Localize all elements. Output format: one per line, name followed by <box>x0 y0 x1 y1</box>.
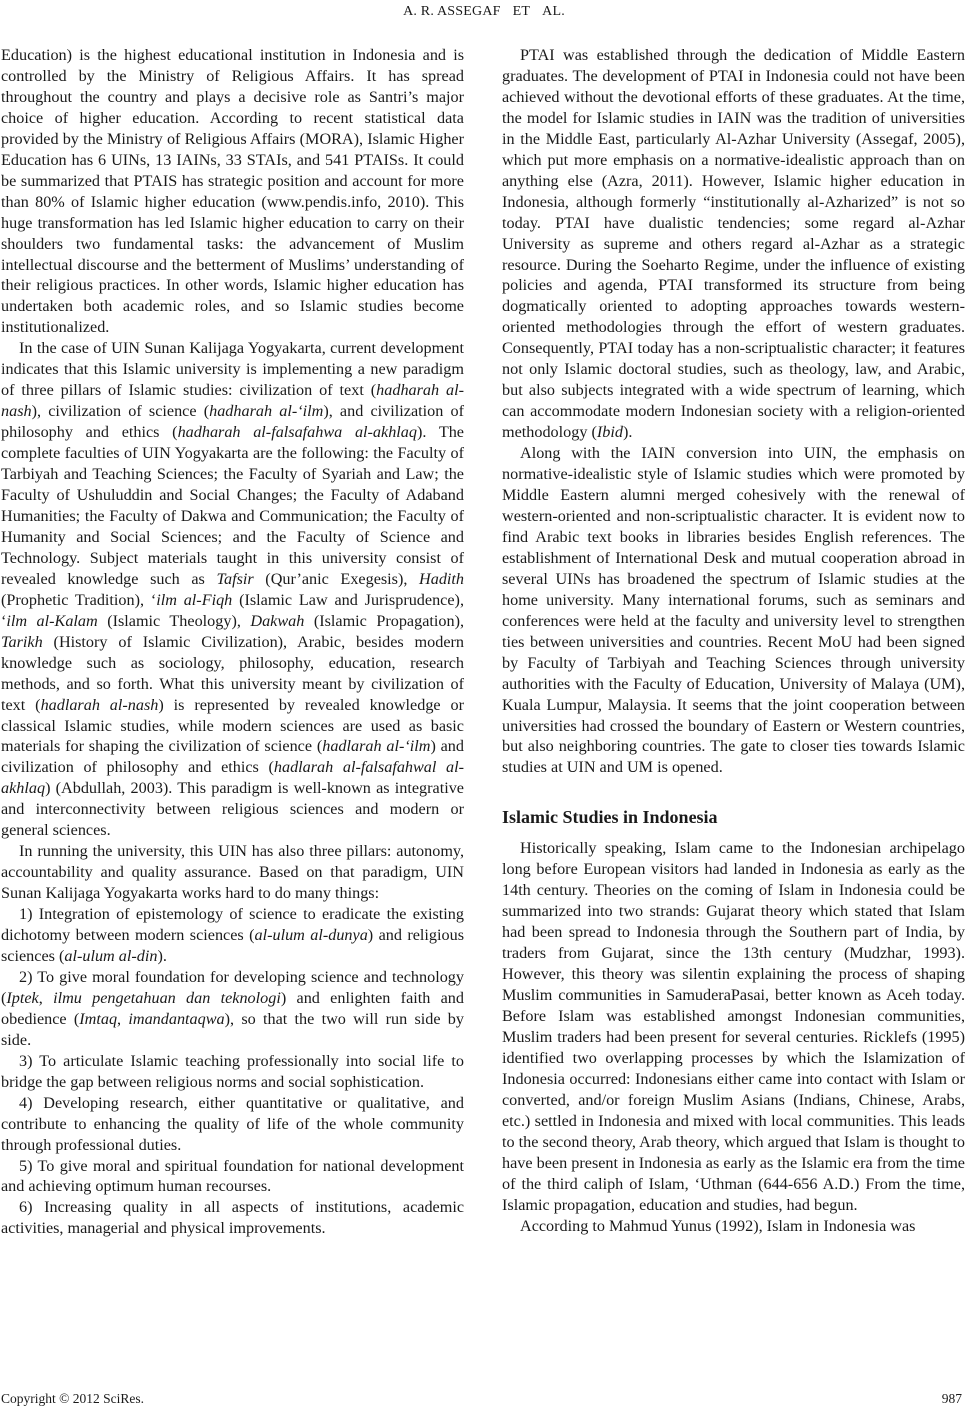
italic-term: Hadith <box>419 569 465 588</box>
text-run: Historically speaking, Islam came to the Indonesian archipelago long before European visitors had landed in Indonesia as early as the 14th century. Theories on the coming of Islam in Indonesia could be summarized into two strands: Gujarat theory which stated that Islam had been spread to Indonesia through the Southern part of India, by traders from Gujarat, since the 13th century (Mudzhar, 1993). However, this theory was silentin explaining the process of shaping Muslim communities in SamuderaPasai, better known as Aceh today. Before Islam was established amongst Indonesian communities, Muslim traders had been present for several centuries. Ricklefs (1995) identified two overlapping processes by which the Islamization of Indonesia occurred: Indonesians either came into contact with Islam or converted, and/or foreign Muslim Asians (Indians, Chinese, Arabs, etc.) settled in Indonesia and mixed with local communities. This leads to the second theory, Arab theory, which argued that Islam is thought to have been present in Indonesia as early as the Islamic era from the time of the third caliph of Islam, ‘Uthman (644-656 A.D.) From the time, Islamic propagation, education and studies, had begun. <box>502 839 965 1214</box>
text-run: ) and religious sciences ( <box>1 926 464 965</box>
text-run: ). <box>157 946 167 965</box>
italic-term: Ibid <box>596 423 623 442</box>
body-paragraph <box>1 338 464 841</box>
body-paragraph <box>502 1216 965 1237</box>
italic-term: Tafsir <box>216 569 254 588</box>
right-column <box>502 45 965 1236</box>
left-column <box>1 45 464 1239</box>
running-head-et: ET <box>512 4 531 19</box>
italic-term: hadlarah al-nash <box>40 695 159 714</box>
italic-term: al-ulum al-din <box>64 946 158 965</box>
text-run: ) and civilization of philosophy and ethics ( <box>1 737 464 777</box>
italic-term: hadharah al-nash <box>1 381 465 421</box>
text-run: Along with the IAIN conversion into UIN, the emphasis on normative-idealistic style of Islamic studies which were promoted by Middle Eastern alumni merged cohesively with the renewal of western-oriented and non-scriptualistic character. It is evident now to find Arabic text books in libraries besides English references. The establishment of International Desk and mutual cooperation abroad in several UINs has broadened the spectrum of Islamic studies at the home university. Many international forums, such as seminars and conferences were held at the faculty and university level to strengthen ties between universities and countries. Recent MoU had been signed by Faculty of Tarbiyah and Teaching Sciences through university authorities with the Faculty of Education, University of Malaya (UM), Kuala Lumpur, Malaysia. It seems that the joint cooperation between universities had crossed the boundary of Eastern or Western countries, but also neighboring countries. The gate to closer ties towards Islamic studies at UIN and UM is opened. <box>502 444 965 777</box>
text-run: 1) Integration of epistemology of science to eradicate the existing dichotomy between modern sciences ( <box>1 905 464 945</box>
italic-term: ilm al-Kalam <box>6 611 98 630</box>
italic-term: hadharah al-falsafahwa al-akhlaq <box>177 423 417 442</box>
body-paragraph <box>1 45 464 338</box>
running-head-authors: A. R. ASSEGAF <box>403 4 501 19</box>
text-run: (Islamic Theology), <box>97 611 251 630</box>
body-paragraph <box>502 45 965 443</box>
body-paragraph <box>1 967 464 1051</box>
body-paragraph <box>1 1156 464 1198</box>
italic-term: Imtaq <box>79 1009 118 1028</box>
copyright-notice: Copyright © 2012 SciRes. <box>1 1391 145 1406</box>
text-run: (Prophetic Tradition), ‘ <box>1 590 157 609</box>
text-run: (Qur’anic Exegesis), <box>253 569 420 588</box>
text-run: (Islamic Propagation), <box>304 611 465 630</box>
text-run: ), so that the two will run side by side. <box>1 1009 464 1049</box>
italic-term: ilm al-Fiqh <box>156 590 233 609</box>
body-paragraph <box>1 1051 464 1093</box>
text-run: ). The complete faculties of UIN Yogyakarta are the following: the Faculty of Tarbiyah and Teaching Sciences; the Faculty of Syariah and Law; the Faculty of Ushuluddin and Social Changes; the Faculty of Adaband Humanities; the Faculty of Dakwa and Communication; the Faculty of Humanity and Social Sciences; and the Faculty of Science and Technology. Subject materials taught in this university consist of revealed knowledge such as <box>1 423 464 588</box>
body-paragraph <box>502 443 965 778</box>
running-head-al: AL. <box>542 4 565 19</box>
text-run: 2) To give moral foundation for developing science and technology ( <box>1 967 464 1007</box>
body-paragraph <box>502 838 965 1215</box>
italic-term: al-ulum al-dunya <box>254 926 368 945</box>
body-paragraph <box>1 1093 464 1156</box>
italic-term: Dakwah <box>250 611 305 630</box>
text-run: , <box>38 988 54 1007</box>
text-run: 4) Developing research, either quantitative or qualitative, and contribute to enhancing the quality of life of the whole community through professional duties. <box>1 1093 464 1154</box>
italic-term: Tarikh <box>1 632 43 651</box>
text-run: ) and enlighten faith and obedience ( <box>1 988 464 1028</box>
text-run: 5) To give moral and spiritual foundation for national development and achieving optimum human recourses. <box>1 1156 464 1196</box>
text-run: ), and civilization of philosophy and ethics ( <box>1 402 464 442</box>
italic-term: imandantaqwa <box>128 1009 225 1028</box>
italic-term: ilmu pengetahuan dan teknologi <box>53 988 281 1007</box>
section-heading: Islamic Studies in Indonesia <box>502 807 718 828</box>
page-number: 987 <box>941 1391 962 1406</box>
text-run: (Islamic Law and Jurisprudence), ‘ <box>1 590 464 630</box>
text-run: In the case of UIN Sunan Kalijaga Yogyakarta, current development indicates that this Islamic university is implementing a new paradigm of three pillars of Islamic studies: civilization of text ( <box>1 339 464 400</box>
text-run: ), civilization of science ( <box>31 402 210 421</box>
text-run: Education) is the highest educational institution in Indonesia and is controlled by the Ministry of Religious Affairs. It has spread throughout the country and plays a decisive role as Santri’s major choice of higher education. According to recent statistical data provided by the Ministry of Religious Affairs (MORA), Islamic Higher Education has 6 UINs, 13 IAINs, 33 STAIs, and 541 PTAISs. It could be summarized that PTAIS has strategic position and account for more than 80% of Islamic higher education (www.pendis.info, 2010). This huge transformation has led Islamic higher education to carry on their shoulders two fundamental tasks: the advancement of Muslim intellectual discourse and the betterment of Muslims’ understanding of their religious practices. In other words, Islamic higher education has undertaken both academic roles, and so Islamic studies become institutionalized. <box>1 46 464 337</box>
text-run: PTAI was established through the dedication of Middle Eastern graduates. The development of PTAI in Indonesia could not have been achieved without the devotional efforts of these graduates. At the time, the model for Islamic studies in IAIN was the tradition of universities in the Middle East, particularly Al-Azhar University (Assegaf, 2005), which put more emphasis on a normative-idealistic approach than on anything else (Azra, 2011). However, Islamic higher education in Indonesia, although formerly “institutionally al-Azharized” is not so today. PTAI have dualistic tendencies; some regard al-Azhar University as supreme and others regard al-Azhar as a strategic resource. During the Soeharto Regime, under the influence of existing policies and agenda, PTAI transformed its structure from being dogmatically oriented to adopting approaches towards western-oriented methodologies through the effort of western graduates. Consequently, PTAI today has a non-scriptualistic character; it features not only Islamic doctoral studies, such as theology, law, and Arabic, but also subjects integrated with a wide spectrum of learning, which can accommodate modern Indonesian society with a religion-oriented methodology ( <box>502 46 965 442</box>
text-run: ) is represented by revealed knowledge or classical Islamic studies, while modern sciences are used as basic materials for shaping the civilization of science ( <box>1 695 464 756</box>
text-run: (History of Islamic Civilization), Arabic, besides modern knowledge such as sociology, philosophy, education, research methods, and so forth. What this university meant by civilization of text ( <box>1 632 464 714</box>
text-run: , <box>117 1009 129 1028</box>
text-run: In running the university, this UIN has also three pillars: autonomy, accountability and quality assurance. Based on that paradigm, UIN Sunan Kalijaga Yogyakarta works hard to do many things: <box>1 842 464 903</box>
text-run: ). <box>622 423 633 442</box>
body-paragraph <box>1 841 464 904</box>
italic-term: Iptek <box>6 988 39 1007</box>
text-run: 6) Increasing quality in all aspects of institutions, academic activities, managerial and physical improvements. <box>1 1198 464 1238</box>
body-paragraph <box>1 904 464 967</box>
italic-term: hadharah al-‘ilm <box>209 402 324 421</box>
running-head <box>0 4 968 20</box>
italic-term: hadlarah al-‘ilm <box>322 737 431 756</box>
text-run: 3) To articulate Islamic teaching professionally into social life to bridge the gap between religious norms and social sophistication. <box>1 1051 464 1091</box>
text-run: According to Mahmud Yunus (1992), Islam in Indonesia was <box>520 1216 916 1235</box>
body-paragraph <box>1 1197 464 1239</box>
text-run: ) (Abdullah, 2003). This paradigm is well-known as integrative and interconnectivity between religious sciences and modern or general sciences. <box>1 779 464 840</box>
italic-term: hadlarah al-falsafahwal al-akhlaq <box>1 758 464 798</box>
